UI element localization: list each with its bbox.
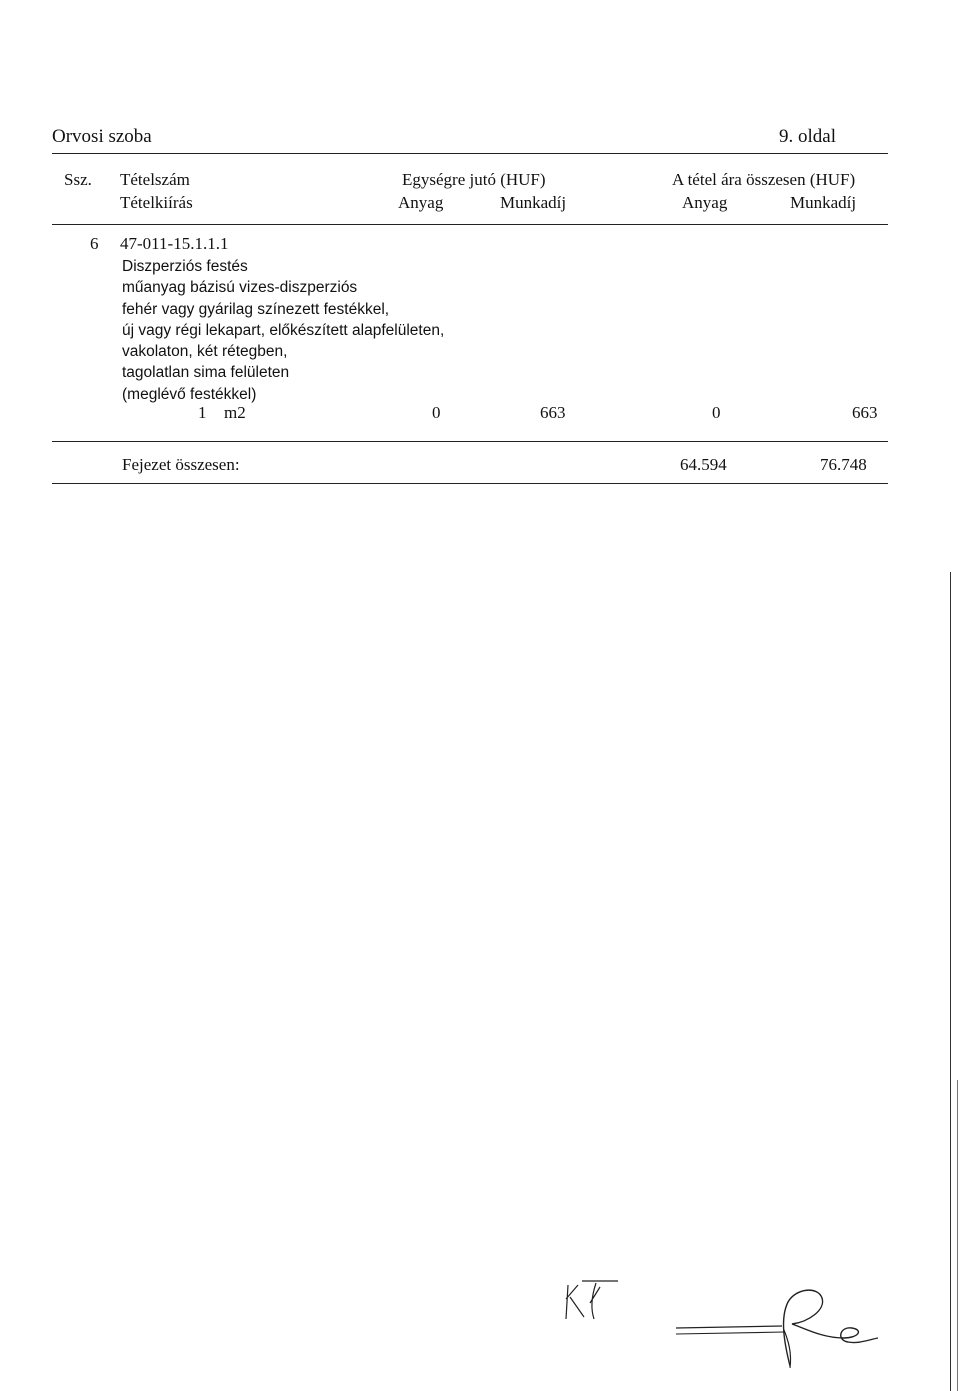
item-description bbox=[122, 256, 444, 405]
column-header-rule bbox=[52, 224, 888, 225]
description-line: fehér vagy gyárilag színezett festékkel, bbox=[122, 300, 390, 318]
col-header-unit-labor: Munkadíj bbox=[500, 193, 567, 212]
header-rule bbox=[52, 153, 888, 154]
page-number: 9. oldal bbox=[779, 126, 836, 147]
description-line: új vagy régi lekapart, előkészített alapfelületen, bbox=[122, 321, 445, 339]
item-unit-labor: 663 bbox=[540, 403, 566, 422]
item-unit-material: 0 bbox=[432, 403, 441, 422]
col-header-total-price: A tétel ára összesen (HUF) bbox=[672, 170, 856, 189]
page-title: Orvosi szoba bbox=[52, 126, 152, 147]
col-header-unit-material: Anyag bbox=[398, 193, 444, 212]
description-line: (meglévő festékkel) bbox=[122, 385, 257, 403]
description-line: Diszperziós festés bbox=[122, 258, 248, 275]
item-quantity: 1 bbox=[198, 403, 207, 422]
col-header-tetelkiiras: Tételkiírás bbox=[120, 193, 193, 212]
item-total-material: 0 bbox=[712, 403, 721, 422]
col-header-tetelszam: Tételszám bbox=[120, 170, 190, 189]
chapter-total-material: 64.594 bbox=[680, 455, 727, 474]
description-line: tagolatlan sima felületen bbox=[122, 364, 290, 382]
description-line: vakolaton, két rétegben, bbox=[122, 343, 288, 361]
item-unit: m2 bbox=[224, 403, 246, 422]
item-code: 47-011-15.1.1.1 bbox=[120, 234, 229, 253]
chapter-total-labor: 76.748 bbox=[820, 455, 867, 474]
description-line: műanyag bázisú vizes-diszperziós bbox=[122, 279, 358, 297]
initials-signature bbox=[560, 1275, 630, 1325]
chapter-total-label: Fejezet összesen: bbox=[122, 455, 240, 474]
item-rule bbox=[52, 441, 888, 442]
col-header-unit-price: Egységre jutó (HUF) bbox=[402, 170, 546, 189]
chapter-total-rule bbox=[52, 483, 888, 484]
item-number: 6 bbox=[90, 234, 99, 253]
col-header-total-material: Anyag bbox=[682, 193, 728, 212]
col-header-total-labor: Munkadíj bbox=[790, 193, 857, 212]
scan-edge-line bbox=[950, 572, 951, 1391]
scan-edge-line bbox=[957, 1080, 958, 1391]
col-header-ssz: Ssz. bbox=[64, 170, 92, 189]
signature bbox=[672, 1282, 882, 1372]
item-total-labor: 663 bbox=[852, 403, 878, 422]
